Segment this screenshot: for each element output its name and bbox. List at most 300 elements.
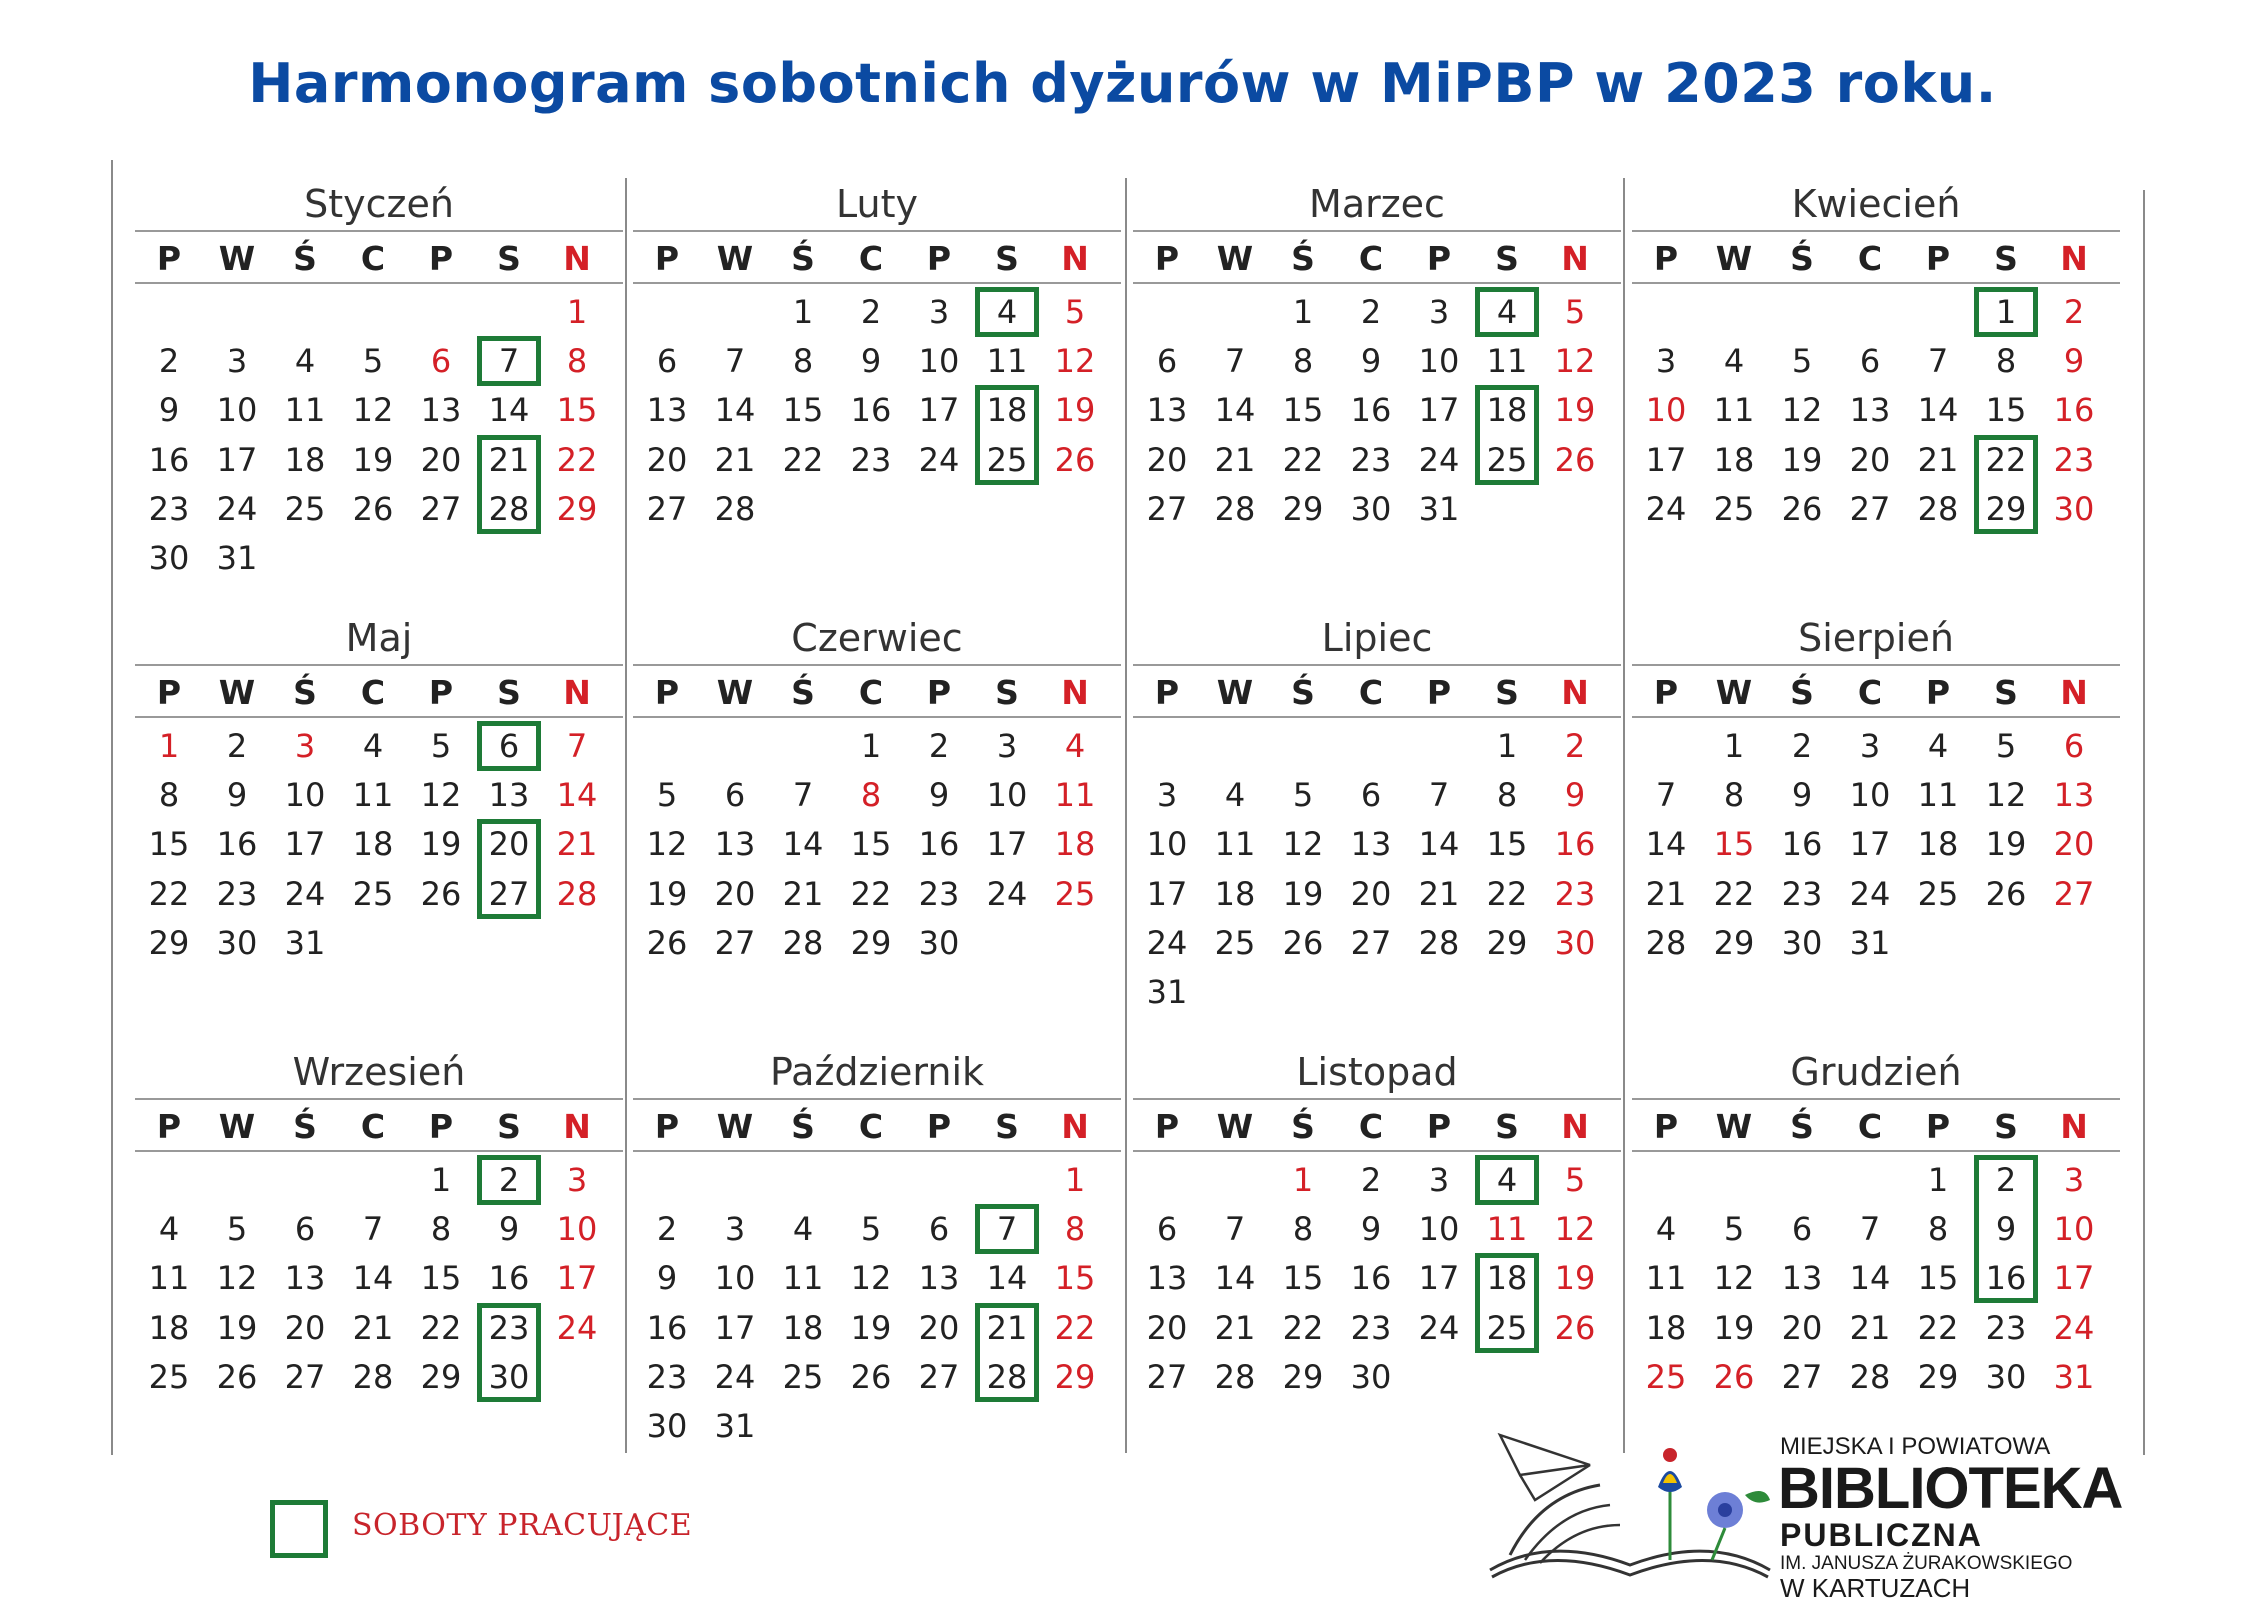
legend-working-saturday-marker — [270, 1500, 328, 1558]
calendar-day: 1 — [566, 293, 588, 331]
logo-line-2: BIBLIOTEKA — [1778, 1456, 2123, 1521]
calendar-day: 30 — [1554, 923, 1596, 962]
calendar-day: 8 — [1995, 342, 2017, 381]
calendar-day: 8 — [430, 1210, 452, 1249]
working-saturday-highlight — [477, 1303, 541, 1402]
calendar-day: 6 — [656, 342, 678, 381]
calendar-day: 29 — [1985, 489, 2027, 528]
month-name: Wrzesień — [135, 1046, 623, 1100]
calendar-day: 17 — [714, 1308, 756, 1347]
calendar-day: 14 — [556, 776, 598, 815]
weekday-header: P — [1154, 1107, 1180, 1146]
calendar-day: 13 — [1146, 1259, 1188, 1298]
calendar-day: 13 — [420, 391, 462, 430]
calendar-day: 14 — [782, 825, 824, 864]
calendar-day: 26 — [420, 874, 462, 913]
month-6 — [633, 612, 1121, 1032]
calendar-day: 22 — [1713, 874, 1755, 913]
weekday-header: N — [2060, 239, 2088, 278]
weekday-header: P — [1925, 673, 1951, 712]
weekday-header: Ś — [1291, 673, 1315, 712]
weekday-header: N — [563, 239, 591, 278]
logo-line-3: PUBLICZNA — [1780, 1517, 1983, 1553]
calendar-day: 5 — [1723, 1210, 1745, 1249]
calendar-day: 7 — [1927, 342, 1949, 381]
calendar-day: 17 — [556, 1259, 598, 1298]
calendar-day: 15 — [148, 825, 190, 864]
weekday-header: N — [563, 673, 591, 712]
calendar-day: 26 — [1054, 440, 1096, 479]
calendar-day: 18 — [1645, 1308, 1687, 1347]
weekday-header: S — [497, 1107, 521, 1146]
open-book-logo-icon — [1480, 1425, 1780, 1585]
calendar-day: 22 — [556, 440, 598, 479]
weekday-header: Ś — [1291, 239, 1315, 278]
weekday-header: P — [654, 1107, 680, 1146]
weekday-header: S — [1994, 239, 2018, 278]
weekday-header-row — [633, 666, 1121, 718]
calendar-day: 18 — [1214, 874, 1256, 913]
weekday-header: P — [156, 239, 182, 278]
calendar-day: 23 — [850, 440, 892, 479]
calendar-day: 26 — [1282, 923, 1324, 962]
weekday-header: S — [1495, 239, 1519, 278]
calendar-day: 25 — [1713, 489, 1755, 528]
calendar-day: 25 — [1214, 923, 1256, 962]
calendar-day: 10 — [216, 391, 258, 430]
calendar-day: 3 — [1156, 776, 1178, 815]
calendar-day: 19 — [1781, 440, 1823, 479]
calendar-day: 2 — [1360, 293, 1382, 331]
calendar-day: 10 — [918, 342, 960, 381]
calendar-day: 24 — [216, 489, 258, 528]
calendar-day: 25 — [1486, 440, 1528, 479]
weekday-header: S — [1495, 673, 1519, 712]
right-border-line — [2143, 190, 2145, 1455]
calendar-day: 2 — [226, 727, 248, 765]
calendar-day: 29 — [850, 923, 892, 962]
weekday-header: P — [428, 239, 454, 278]
calendar-day: 14 — [714, 391, 756, 430]
calendar-day: 26 — [1554, 1308, 1596, 1347]
weekday-header: C — [1857, 673, 1883, 712]
month-2 — [633, 178, 1121, 598]
calendar-day: 11 — [284, 391, 326, 430]
weekday-header: W — [1715, 673, 1753, 712]
working-saturday-highlight — [477, 336, 541, 386]
calendar-day: 10 — [1146, 825, 1188, 864]
calendar-day: 1 — [792, 293, 814, 331]
weekday-header: C — [1857, 239, 1883, 278]
weekday-header: P — [926, 239, 952, 278]
calendar-day: 25 — [1054, 874, 1096, 913]
calendar-day: 17 — [1849, 825, 1891, 864]
calendar-day: 23 — [646, 1357, 688, 1396]
calendar-day: 31 — [1146, 973, 1188, 1011]
month-4 — [1632, 178, 2120, 598]
calendar-day: 17 — [1645, 440, 1687, 479]
calendar-day: 2 — [1995, 1161, 2017, 1199]
working-saturday-highlight — [477, 819, 541, 918]
calendar-day: 1 — [1496, 727, 1518, 765]
weekday-header: N — [1561, 239, 1589, 278]
calendar-day: 30 — [918, 923, 960, 962]
weekday-header: N — [1561, 673, 1589, 712]
calendar-day: 24 — [918, 440, 960, 479]
calendar-day: 26 — [646, 923, 688, 962]
calendar-day: 12 — [1554, 1210, 1596, 1249]
weekday-header-row — [1632, 666, 2120, 718]
calendar-day: 13 — [2053, 776, 2095, 815]
calendar-day: 11 — [352, 776, 394, 815]
calendar-day: 5 — [226, 1210, 248, 1249]
calendar-day: 8 — [1292, 342, 1314, 381]
calendar-day: 16 — [646, 1308, 688, 1347]
calendar-day: 15 — [1054, 1259, 1096, 1298]
calendar-day: 10 — [1418, 342, 1460, 381]
calendar-day: 9 — [1791, 776, 1813, 815]
calendar-day: 22 — [148, 874, 190, 913]
month-name: Styczeń — [135, 178, 623, 232]
weekday-header: Ś — [1790, 673, 1814, 712]
calendar-day: 20 — [488, 825, 530, 864]
calendar-day: 19 — [1713, 1308, 1755, 1347]
month-1 — [135, 178, 623, 598]
calendar-day: 16 — [488, 1259, 530, 1298]
calendar-day: 14 — [1917, 391, 1959, 430]
weekday-header: W — [1216, 239, 1254, 278]
weekday-header: C — [1358, 673, 1384, 712]
calendar-day: 18 — [1054, 825, 1096, 864]
column-separator — [1623, 178, 1625, 1453]
calendar-day: 8 — [566, 342, 588, 381]
column-separator — [1125, 178, 1127, 1453]
calendar-day: 30 — [646, 1407, 688, 1445]
calendar-day: 25 — [148, 1357, 190, 1396]
calendar-day: 27 — [2053, 874, 2095, 913]
calendar-day: 12 — [216, 1259, 258, 1298]
working-saturday-highlight — [975, 1303, 1039, 1402]
calendar-day: 12 — [352, 391, 394, 430]
calendar-day: 23 — [1985, 1308, 2027, 1347]
calendar-day: 29 — [1486, 923, 1528, 962]
calendar-day: 26 — [1554, 440, 1596, 479]
weekday-header: C — [1857, 1107, 1883, 1146]
calendar-day: 10 — [714, 1259, 756, 1298]
weekday-header: C — [360, 239, 386, 278]
calendar-day: 16 — [2053, 391, 2095, 430]
calendar-day: 21 — [352, 1308, 394, 1347]
calendar-day: 26 — [1781, 489, 1823, 528]
calendar-day: 9 — [1360, 342, 1382, 381]
calendar-day: 11 — [1486, 342, 1528, 381]
month-name: Grudzień — [1632, 1046, 2120, 1100]
calendar-day: 30 — [1350, 1357, 1392, 1396]
calendar-day: 24 — [2053, 1308, 2095, 1347]
calendar-day: 24 — [1849, 874, 1891, 913]
calendar-day: 13 — [646, 391, 688, 430]
weekday-header: Ś — [791, 239, 815, 278]
weekday-header: C — [1358, 239, 1384, 278]
calendar-day: 13 — [284, 1259, 326, 1298]
calendar-day: 6 — [1859, 342, 1881, 381]
weekday-header: S — [995, 673, 1019, 712]
calendar-day: 23 — [918, 874, 960, 913]
calendar-day: 20 — [1350, 874, 1392, 913]
month-name: Kwiecień — [1632, 178, 2120, 232]
calendar-day: 7 — [498, 342, 520, 381]
calendar-day: 21 — [1214, 1308, 1256, 1347]
calendar-day: 16 — [1985, 1259, 2027, 1298]
page-title: Harmonogram sobotnich dyżurów w MiPBP w 2023 roku. — [248, 52, 1997, 115]
calendar-day: 15 — [1985, 391, 2027, 430]
calendar-day: 31 — [1849, 923, 1891, 962]
calendar-day: 23 — [1554, 874, 1596, 913]
calendar-day: 17 — [1418, 1259, 1460, 1298]
calendar-day: 30 — [2053, 489, 2095, 528]
calendar-day: 21 — [488, 440, 530, 479]
calendar-day: 4 — [362, 727, 384, 765]
calendar-day: 15 — [1486, 825, 1528, 864]
calendar-day: 5 — [430, 727, 452, 765]
weekday-header: P — [654, 673, 680, 712]
library-logo — [1480, 1425, 2123, 1603]
calendar-day: 24 — [1418, 1308, 1460, 1347]
calendar-day: 5 — [1564, 1161, 1586, 1199]
logo-line-5: W KARTUZACH — [1780, 1573, 1971, 1603]
calendar-day: 3 — [1428, 1161, 1450, 1199]
calendar-day: 15 — [1282, 391, 1324, 430]
column-separator — [625, 178, 627, 1453]
weekday-header: N — [2060, 1107, 2088, 1146]
weekday-header: W — [218, 1107, 256, 1146]
calendar-day: 3 — [226, 342, 248, 381]
weekday-header: Ś — [1790, 239, 1814, 278]
working-saturday-highlight — [1475, 1253, 1539, 1352]
weekday-header: N — [1061, 673, 1089, 712]
calendar-day: 7 — [1224, 1210, 1246, 1249]
calendar-day: 19 — [1554, 1259, 1596, 1298]
calendar-day: 17 — [918, 391, 960, 430]
calendar-day: 25 — [284, 489, 326, 528]
calendar-day: 11 — [148, 1259, 190, 1298]
calendar-day: 7 — [1859, 1210, 1881, 1249]
calendar-day: 29 — [556, 489, 598, 528]
calendar-day: 9 — [928, 776, 950, 815]
weekday-header: N — [1061, 1107, 1089, 1146]
calendar-day: 29 — [148, 923, 190, 962]
weekday-header-row — [1632, 1100, 2120, 1152]
calendar-day: 28 — [1214, 489, 1256, 528]
calendar-day: 21 — [1849, 1308, 1891, 1347]
calendar-day: 27 — [646, 489, 688, 528]
working-saturday-highlight — [477, 435, 541, 534]
calendar-day: 16 — [850, 391, 892, 430]
calendar-day: 20 — [1146, 1308, 1188, 1347]
calendar-day: 3 — [1859, 727, 1881, 765]
calendar-day: 15 — [556, 391, 598, 430]
calendar-day: 6 — [498, 727, 520, 765]
calendar-day: 19 — [1282, 874, 1324, 913]
calendar-day: 30 — [1350, 489, 1392, 528]
calendar-day: 9 — [1995, 1210, 2017, 1249]
calendar-day: 28 — [782, 923, 824, 962]
calendar-day: 6 — [1360, 776, 1382, 815]
weekday-header: C — [1358, 1107, 1384, 1146]
calendar-day: 11 — [1713, 391, 1755, 430]
calendar-day: 4 — [1655, 1210, 1677, 1249]
calendar-day: 7 — [1224, 342, 1246, 381]
calendar-day: 13 — [1146, 391, 1188, 430]
month-name: Październik — [633, 1046, 1121, 1100]
weekday-header: Ś — [293, 239, 317, 278]
calendar-day: 7 — [792, 776, 814, 815]
calendar-day: 10 — [556, 1210, 598, 1249]
calendar-day: 5 — [1064, 293, 1086, 331]
calendar-day: 8 — [792, 342, 814, 381]
calendar-day: 5 — [1292, 776, 1314, 815]
month-name: Luty — [633, 178, 1121, 232]
month-3 — [1133, 178, 1621, 598]
calendar-day: 18 — [986, 391, 1028, 430]
calendar-day: 27 — [918, 1357, 960, 1396]
calendar-day: 31 — [1418, 489, 1460, 528]
calendar-day: 12 — [420, 776, 462, 815]
month-5 — [135, 612, 623, 1032]
calendar-day: 22 — [420, 1308, 462, 1347]
working-saturday-highlight — [975, 1204, 1039, 1254]
calendar-day: 17 — [1418, 391, 1460, 430]
calendar-day: 24 — [1146, 923, 1188, 962]
calendar-day: 26 — [1713, 1357, 1755, 1396]
calendar-day: 11 — [1054, 776, 1096, 815]
calendar-day: 28 — [352, 1357, 394, 1396]
calendar-day: 2 — [860, 293, 882, 331]
calendar-day: 20 — [284, 1308, 326, 1347]
weekday-header: P — [1154, 239, 1180, 278]
legend-label: SOBOTY PRACUJĄCE — [352, 1508, 693, 1543]
weekday-header: C — [858, 1107, 884, 1146]
calendar-day: 28 — [986, 1357, 1028, 1396]
weekday-header: P — [1154, 673, 1180, 712]
calendar-day: 20 — [1781, 1308, 1823, 1347]
calendar-day: 16 — [216, 825, 258, 864]
calendar-day: 17 — [2053, 1259, 2095, 1298]
calendar-day: 19 — [216, 1308, 258, 1347]
calendar-day: 26 — [850, 1357, 892, 1396]
calendar-day: 4 — [1224, 776, 1246, 815]
working-saturday-highlight — [1475, 385, 1539, 484]
weekday-header: N — [1561, 1107, 1589, 1146]
calendar-day: 16 — [1350, 1259, 1392, 1298]
weekday-header: W — [716, 1107, 754, 1146]
calendar-day: 13 — [714, 825, 756, 864]
calendar-day: 7 — [996, 1210, 1018, 1249]
calendar-day: 20 — [714, 874, 756, 913]
calendar-day: 30 — [488, 1357, 530, 1396]
calendar-day: 26 — [1985, 874, 2027, 913]
weekday-header: W — [716, 239, 754, 278]
working-saturday-highlight — [975, 385, 1039, 484]
calendar-day: 8 — [1723, 776, 1745, 815]
weekday-header: Ś — [1790, 1107, 1814, 1146]
calendar-day: 29 — [1282, 489, 1324, 528]
calendar-day: 2 — [1791, 727, 1813, 765]
working-saturday-highlight — [975, 287, 1039, 337]
weekday-header: C — [360, 673, 386, 712]
calendar-day: 16 — [918, 825, 960, 864]
weekday-header: Ś — [791, 673, 815, 712]
calendar-day: 10 — [1849, 776, 1891, 815]
calendar-day: 22 — [1985, 440, 2027, 479]
calendar-day: 15 — [1282, 1259, 1324, 1298]
calendar-day: 4 — [1064, 727, 1086, 765]
calendar-day: 16 — [148, 440, 190, 479]
calendar-day: 25 — [1917, 874, 1959, 913]
calendar-day: 1 — [1927, 1161, 1949, 1199]
calendar-day: 23 — [1350, 1308, 1392, 1347]
weekday-header: P — [1653, 239, 1679, 278]
weekday-header-row — [135, 666, 623, 718]
calendar-day: 9 — [2063, 342, 2085, 381]
weekday-header-row — [135, 232, 623, 284]
calendar-day: 9 — [498, 1210, 520, 1249]
calendar-day: 1 — [158, 727, 180, 765]
calendar-day: 20 — [918, 1308, 960, 1347]
month-9 — [135, 1046, 623, 1466]
working-saturday-highlight — [477, 721, 541, 771]
calendar-day: 22 — [850, 874, 892, 913]
calendar-day: 16 — [1554, 825, 1596, 864]
calendar-day: 22 — [1282, 440, 1324, 479]
calendar-day: 31 — [216, 539, 258, 577]
working-saturday-highlight — [1475, 1155, 1539, 1205]
calendar-day: 26 — [216, 1357, 258, 1396]
calendar-day: 18 — [1486, 1259, 1528, 1298]
calendar-day: 22 — [1486, 874, 1528, 913]
calendar-day: 13 — [1350, 825, 1392, 864]
calendar-day: 19 — [352, 440, 394, 479]
calendar-day: 2 — [656, 1210, 678, 1249]
calendar-day: 11 — [1214, 825, 1256, 864]
weekday-header: W — [1216, 1107, 1254, 1146]
month-10 — [633, 1046, 1121, 1466]
calendar-day: 7 — [724, 342, 746, 381]
weekday-header: W — [1715, 1107, 1753, 1146]
calendar-day: 9 — [860, 342, 882, 381]
logo-line-4: IM. JANUSZA ŻURAKOWSKIEGO — [1780, 1553, 2073, 1574]
calendar-day: 6 — [294, 1210, 316, 1249]
calendar-day: 23 — [1781, 874, 1823, 913]
calendar-day: 10 — [284, 776, 326, 815]
working-saturday-highlight — [1974, 1155, 2038, 1303]
calendar-day: 9 — [656, 1259, 678, 1298]
left-border-line — [111, 160, 113, 1455]
calendar-day: 14 — [1645, 825, 1687, 864]
calendar-day: 22 — [1282, 1308, 1324, 1347]
calendar-day: 6 — [430, 342, 452, 381]
calendar-day: 21 — [556, 825, 598, 864]
calendar-day: 22 — [1054, 1308, 1096, 1347]
weekday-header: P — [428, 673, 454, 712]
calendar-day: 10 — [2053, 1210, 2095, 1249]
calendar-day: 19 — [646, 874, 688, 913]
calendar-day: 3 — [566, 1161, 588, 1199]
calendar-day: 21 — [1418, 874, 1460, 913]
weekday-header-row — [1133, 232, 1621, 284]
calendar-day: 24 — [714, 1357, 756, 1396]
weekday-header: S — [995, 1107, 1019, 1146]
